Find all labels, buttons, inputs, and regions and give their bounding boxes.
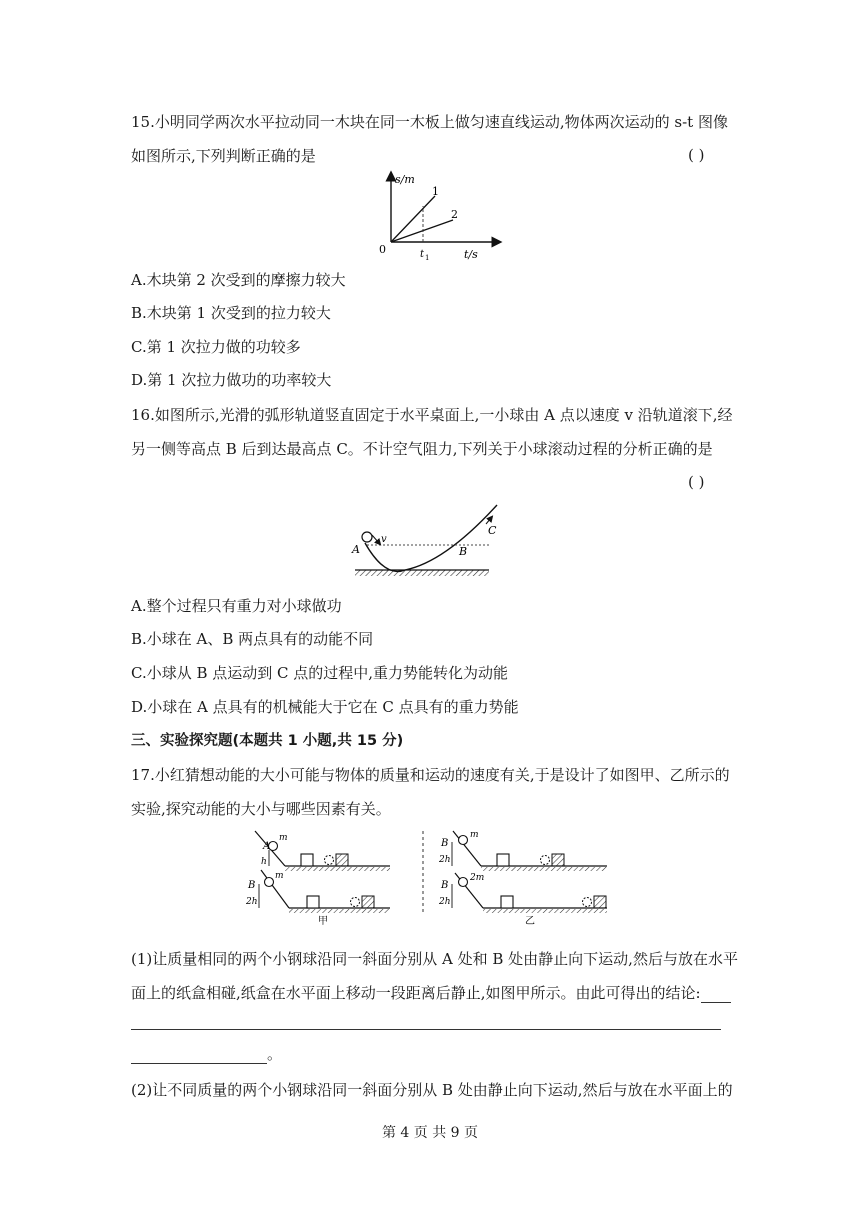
yi-label-b1: B — [441, 838, 449, 849]
q15-ylabel: s/m — [395, 173, 415, 186]
q15-tick-t: t — [420, 249, 425, 260]
yi-label-b2: B — [441, 880, 449, 891]
q16-answer-paren: ( ) — [688, 473, 705, 491]
q15-label-1: 1 — [432, 185, 439, 198]
q17-answer-line-3-wrap — [131, 1044, 282, 1064]
q15-option-c: C.第 1 次拉力做的功较多 — [131, 338, 301, 356]
q15-option-b: B.木块第 1 次受到的拉力较大 — [131, 304, 331, 322]
q15-line-2 — [391, 220, 453, 242]
q16-track-figure — [345, 500, 495, 582]
q15-origin: 0 — [379, 243, 386, 256]
q17-sub1-line2-wrap — [131, 983, 731, 1003]
q16-v-label: v — [381, 534, 387, 545]
q16-velocity-arrow — [372, 535, 379, 543]
q15-label-2: 2 — [451, 208, 458, 221]
q16-option-c: C.小球从 B 点运动到 C 点的过程中,重力势能转化为动能 — [131, 664, 509, 682]
yi-caption: 乙 — [525, 916, 535, 927]
q17-stem-line1: 17.小红猜想动能的大小可能与物体的质量和运动的速度有关,于是设计了如图甲、乙所示的 — [131, 766, 730, 784]
q17-answer-blank-3[interactable] — [131, 1047, 267, 1064]
yi-upper-setup — [438, 830, 607, 871]
q16-option-a: A.整个过程只有重力对小球做功 — [131, 597, 342, 615]
q16-b-label: B — [459, 545, 468, 558]
q17-answer-blank-2[interactable] — [131, 1013, 721, 1030]
q15-option-d: D.第 1 次拉力做功的功率较大 — [131, 371, 332, 389]
jia-upper-setup — [255, 831, 390, 871]
q16-c-label: C — [488, 524, 497, 537]
q17-sub2-line1: (2)让不同质量的两个小钢球沿同一斜面分别从 B 处由静止向下运动,然后与放在水平面上的 — [131, 1081, 733, 1099]
q16-option-b: B.小球在 A、B 两点具有的动能不同 — [131, 630, 374, 648]
q17-experiment-figure — [245, 826, 625, 926]
jia-label-b: B — [248, 880, 256, 891]
q15-answer-paren: ( ) — [688, 146, 705, 164]
q17-sub1-end: 。 — [267, 1045, 283, 1063]
q15-line-1 — [391, 196, 435, 242]
yi-label-2m: 2m — [470, 873, 485, 883]
q15-xlabel: t/s — [464, 248, 478, 261]
q17-answer-blank-1[interactable] — [701, 986, 731, 1003]
q15-stem-line1: 15.小明同学两次水平拉动同一木块在同一木板上做匀速直线运动,物体两次运动的 s-t 图像 — [131, 113, 728, 131]
jia-label-m1: m — [279, 833, 288, 843]
q16-stem-line2: 另一侧等高点 B 后到达最高点 C。不计空气阻力,下列关于小球滚动过程的分析正确的是 — [131, 440, 713, 458]
q15-stem-line2: 如图所示,下列判断正确的是 — [131, 147, 316, 165]
q17-answer-line-wrap — [131, 1010, 721, 1030]
q16-option-d: D.小球在 A 点具有的机械能大于它在 C 点具有的重力势能 — [131, 698, 519, 716]
yi-label-m: m — [470, 830, 479, 840]
q17-stem-line2: 实验,探究动能的大小与哪些因素有关。 — [131, 800, 391, 818]
jia-label-m2: m — [275, 871, 284, 881]
jia-label-h: h — [261, 857, 267, 867]
q16-ball — [362, 532, 372, 542]
page-footer: 第 4 页 共 9 页 — [381, 1125, 479, 1141]
jia-lower-setup — [245, 870, 390, 913]
yi-lower-setup — [438, 873, 607, 913]
jia-label-2h: 2h — [246, 897, 258, 907]
q16-stem-line1: 16.如图所示,光滑的弧形轨道竖直固定于水平桌面上,一小球由 A 点以速度 v 沿轨道滚下,经 — [131, 406, 733, 424]
q16-table — [355, 570, 489, 576]
jia-label-a: A — [263, 841, 271, 852]
q17-sub1-line1: (1)让质量相同的两个小钢球沿同一斜面分别从 A 处和 B 处由静止向下运动,然后与放在水平 — [131, 950, 738, 968]
q15-option-a: A.木块第 2 次受到的摩擦力较大 — [131, 271, 346, 289]
yi-label-2h-lower: 2h — [439, 897, 451, 907]
q15-tick-sub: 1 — [425, 254, 430, 262]
section-3-heading: 三、实验探究题(本题共 1 小题,共 15 分) — [131, 733, 404, 749]
jia-caption: 甲 — [318, 916, 328, 927]
yi-label-2h-upper: 2h — [439, 855, 451, 865]
q17-sub1-line2: 面上的纸盒相碰,纸盒在水平面上移动一段距离后静止,如图甲所示。由此可得出的结论: — [131, 984, 701, 1002]
q15-st-graph — [365, 170, 515, 265]
q16-a-label: A — [352, 543, 360, 556]
